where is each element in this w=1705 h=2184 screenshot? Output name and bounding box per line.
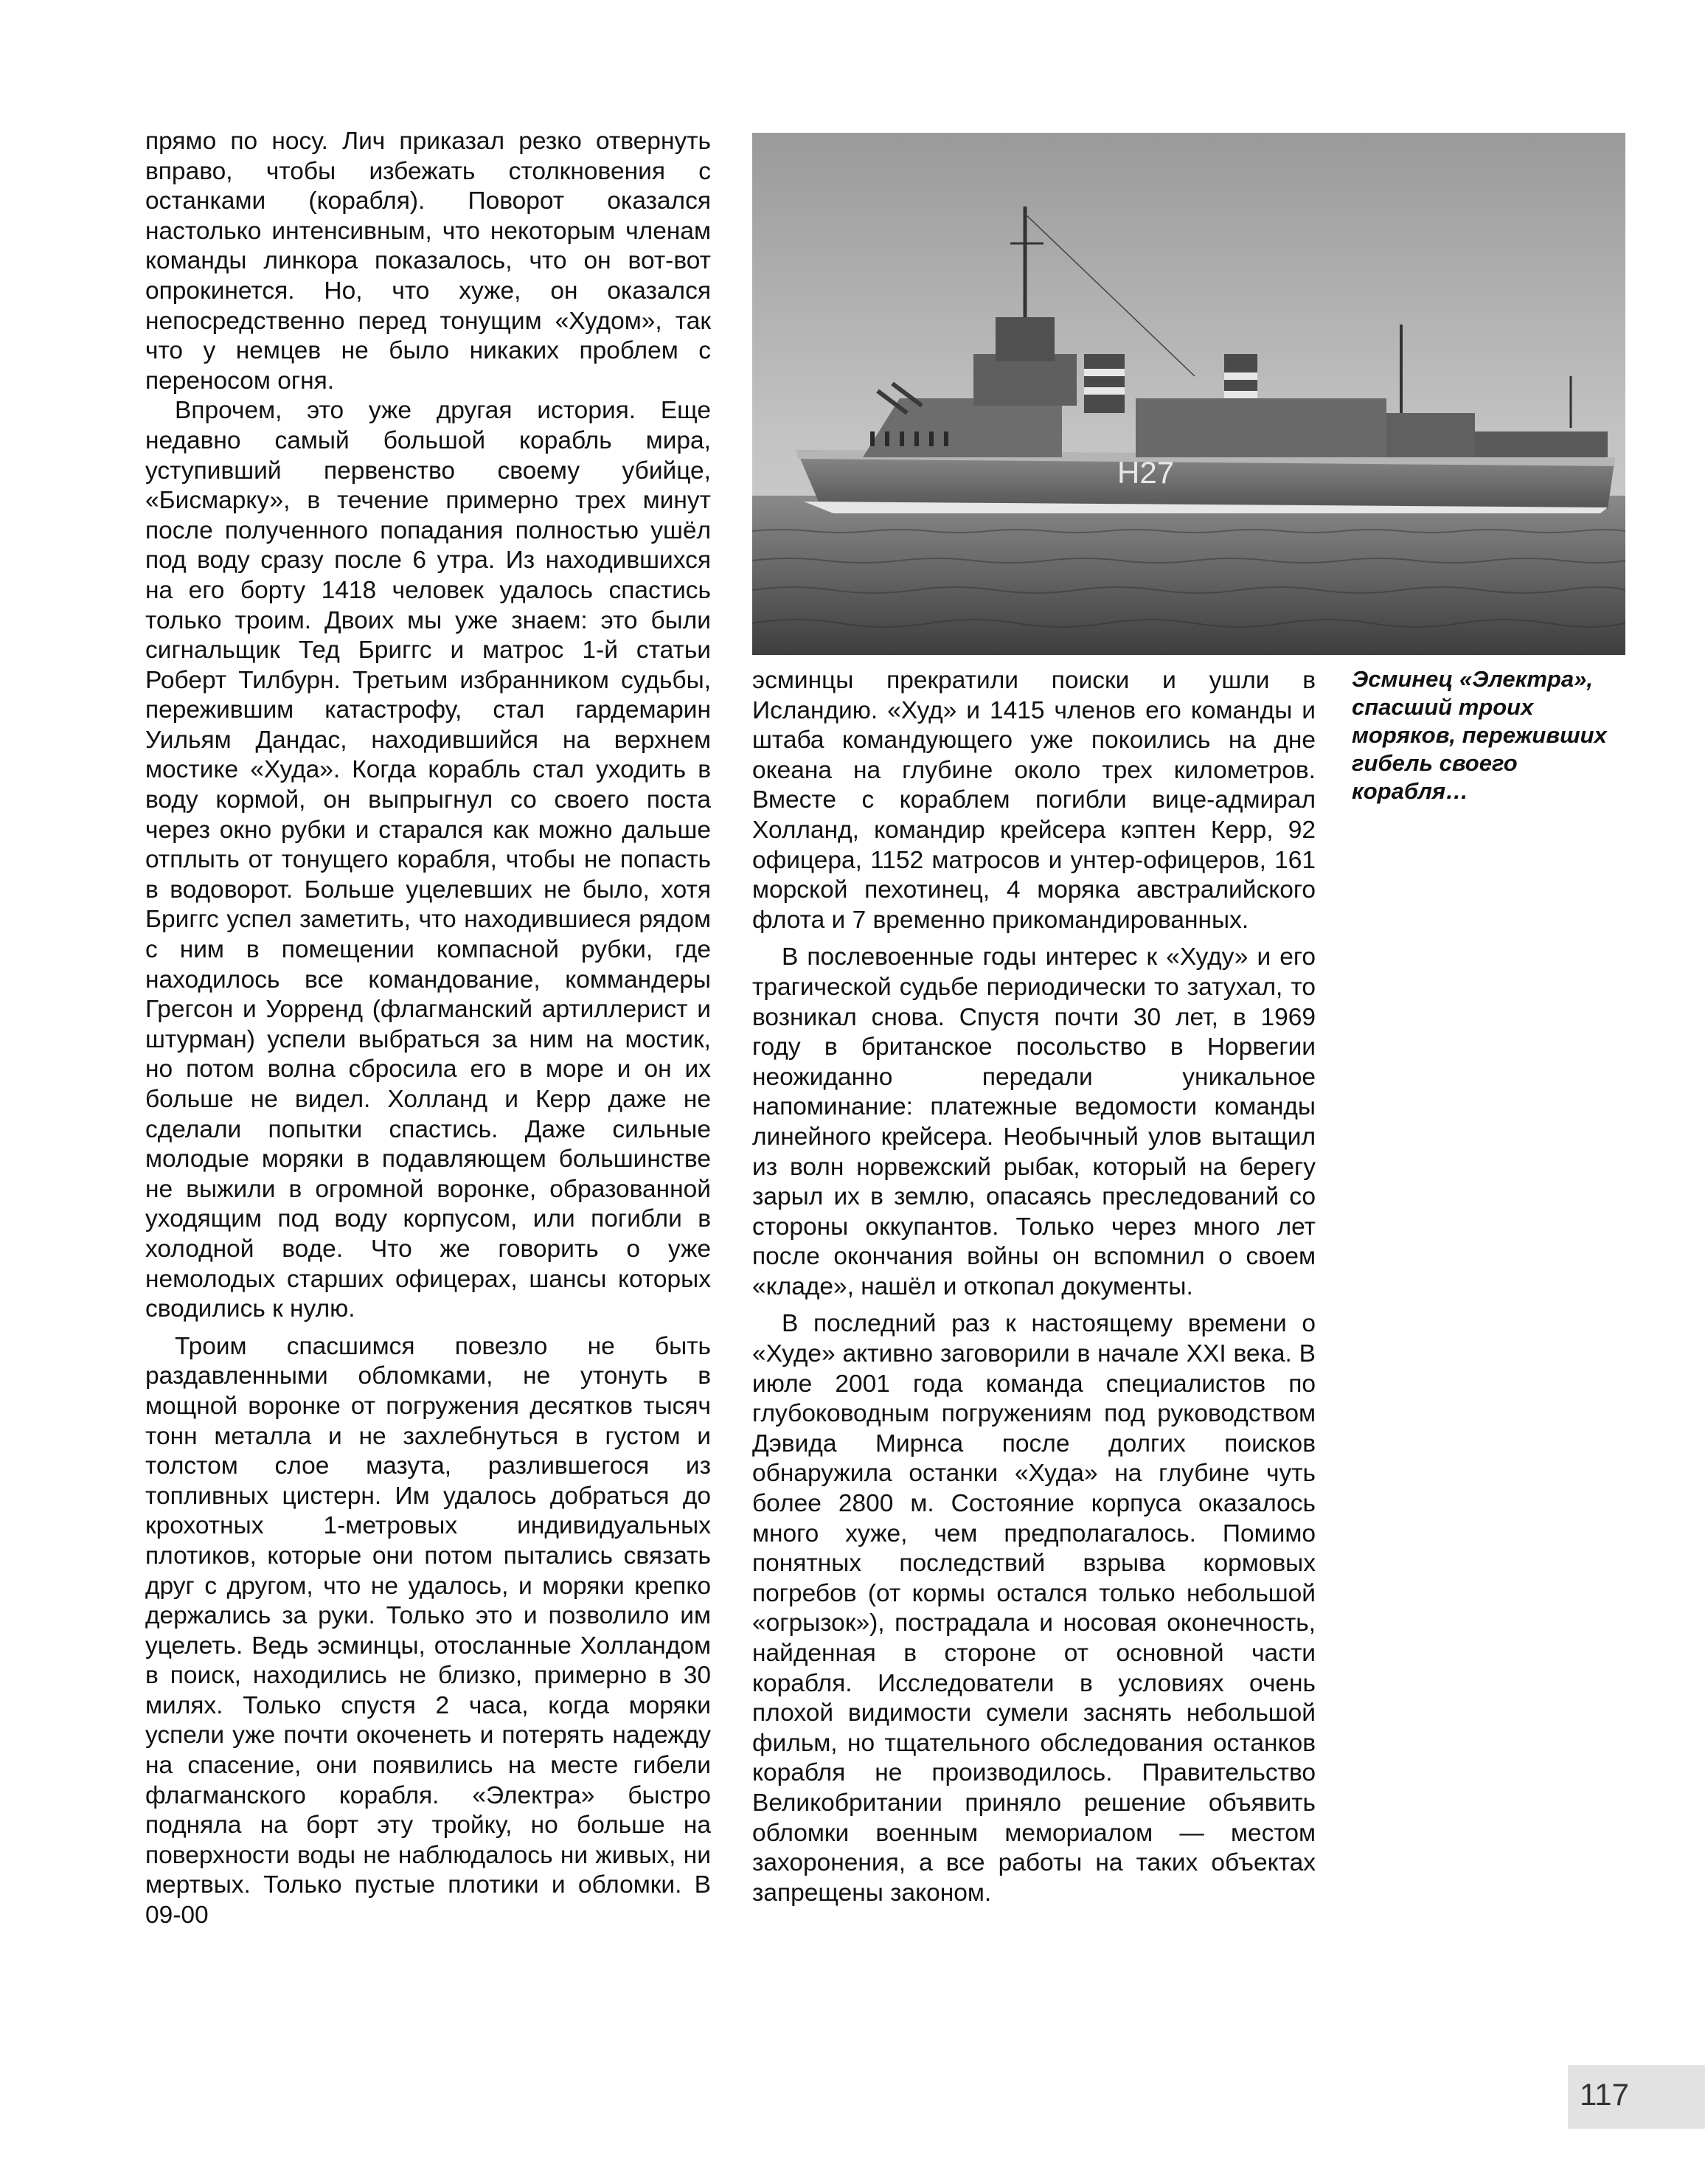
text-column-middle: [752, 666, 1316, 1908]
paragraph: Впрочем, это уже другая история. Еще недавно самый большой корабль мира, уступивший первенство своему убийце, «Бисмарку», в течение примерно трех минут после полученного попадания полностью ушёл под воду сразу после 6 утра. Из находившихся на его борту 1418 человек удалось спастись только троим. Двоих мы уже знаем: это были сигнальщик Тед Бриггс и матрос 1-й статьи Роберт Тилбурн. Третьим избранником судьбы, пережившим катастрофу, стал гардемарин Уильям Дандас, находившийся на верхнем мостике «Худа». Когда корабль стал уходить в воду кормой, он выпрыгнул со своего поста через окно рубки и старался как можно дальше отплыть от тонущего корабля, чтобы не попасть в водоворот. Больше уцелевших не было, хотя Бриггс успел заметить, что находившиеся рядом с ним в помещении компасной рубки, где находилось все командование, коммандеры Грегсон и Уорренд (флагманский артиллерист и штурман) успели выбраться за ним на мостик, но потом волна сбросила его в море и он их больше не видел. Холланд и Керр даже не сделали попытки спастись. Даже сильные молодые моряки в подавляющем большинстве не выжили в огромной воронке, образованной уходящим под воду корпусом, или погибли в холодной воде. Что же говорить о уже немолодых старших офицерах, шансы которых сводились к нулю.: [145, 397, 711, 1323]
destroyer-photo: [752, 133, 1625, 655]
paragraph: В послевоенные годы интерес к «Худу» и его трагической судьбе периодически то затухал, то возникал снова. Спустя почти 30 лет, в 1969 году в британское посольство в Норвегии неожиданно передали уникальное напоминание: платежные ведомости команды линейного крейсера. Необычный улов вытащил из волн норвежский рыбак, который на берегу зарыл их в землю, опасаясь преследований со стороны оккупантов. Только через много лет после окончания войны он вспомнил о своем «кладе», нашёл и откопал документы.: [752, 943, 1316, 1300]
paragraph: В последний раз к настоящему времени о «Худе» активно заговорили в начале XXI века. В июле 2001 года команда специалистов по глубоководным погружениям под руководством Дэвида Мирнса после долгих поисков обнаружила останки «Худа» на глубине чуть более 2800 м. Состояние корпуса оказалось много хуже, чем предполагалось. Помимо понятных последствий взрыва кормовых погребов (от кормы остался только небольшой «огрызок»), пострадала и носовая оконечность, найденная в стороне от основной части корабля. Исследователи в условиях очень плохой видимости сумели заснять небольшой фильм, но тщательного обследования останков корабля не производилось. Правительство Великобритании приняло решение объявить обломки военным мемориалом — местом захоронения, а все работы на таких объектах запрещены законом.: [752, 1310, 1316, 1907]
hull-number: H27: [1117, 455, 1175, 490]
destroyer-photo-image: [752, 133, 1625, 655]
photo-caption: Эсминец «Электра», спасший троих моряков, переживших гибель своего корабля…: [1352, 666, 1607, 804]
page-number: 117: [1580, 2077, 1629, 2112]
paragraph: Троим спасшимся повезло не быть раздавленными обломками, не утонуть в мощной воронке от погружения десятков тысяч тонн металла и не захлебнуться в густом и толстом слое мазута, разлившегося из топливных цистерн. Им удалось добраться до крохотных 1-метровых индивидуальных плотиков, которые они потом пытались связать друг с другом, что не удалось, и моряки крепко держались за руки. Только это и позволило им уцелеть. Ведь эсминцы, отосланные Холландом в поиск, находились не близко, примерно в 30 милях. Только спустя 2 часа, когда моряки успели уже почти окоченеть и потерять надежду на спасение, они появились на месте гибели флагманского корабля. «Электра» быстро подняла на борт эту тройку, но больше на поверхности воды не наблюдалось ни живых, ни мертвых. Только пустые плотики и обломки. В 09-00: [145, 1332, 711, 1930]
paragraph: прямо по носу. Лич приказал резко отвернуть вправо, чтобы избежать столкновения с останками (корабля). Поворот оказался настолько интенсивным, что некоторым членам команды линкора показалось, что он вот-вот опрокинется. Но, что хуже, он оказался непосредственно перед тонущим «Худом», так что у немцев не было никаких проблем с переносом огня.: [145, 128, 711, 395]
paragraph: эсминцы прекратили поиски и ушли в Исландию. «Худ» и 1415 членов его команды и штаба командующего уже покоились на дне океана на глубине около трех километров. Вместе с кораблем погибли вице-адмирал Холланд, командир крейсера кэптен Керр, 92 офицера, 1152 матросов и унтер-офицеров, 161 морской пехотинец, 4 моряка австралийского флота и 7 временно прикомандированных.: [752, 667, 1316, 934]
text-column-left: [145, 127, 711, 1931]
